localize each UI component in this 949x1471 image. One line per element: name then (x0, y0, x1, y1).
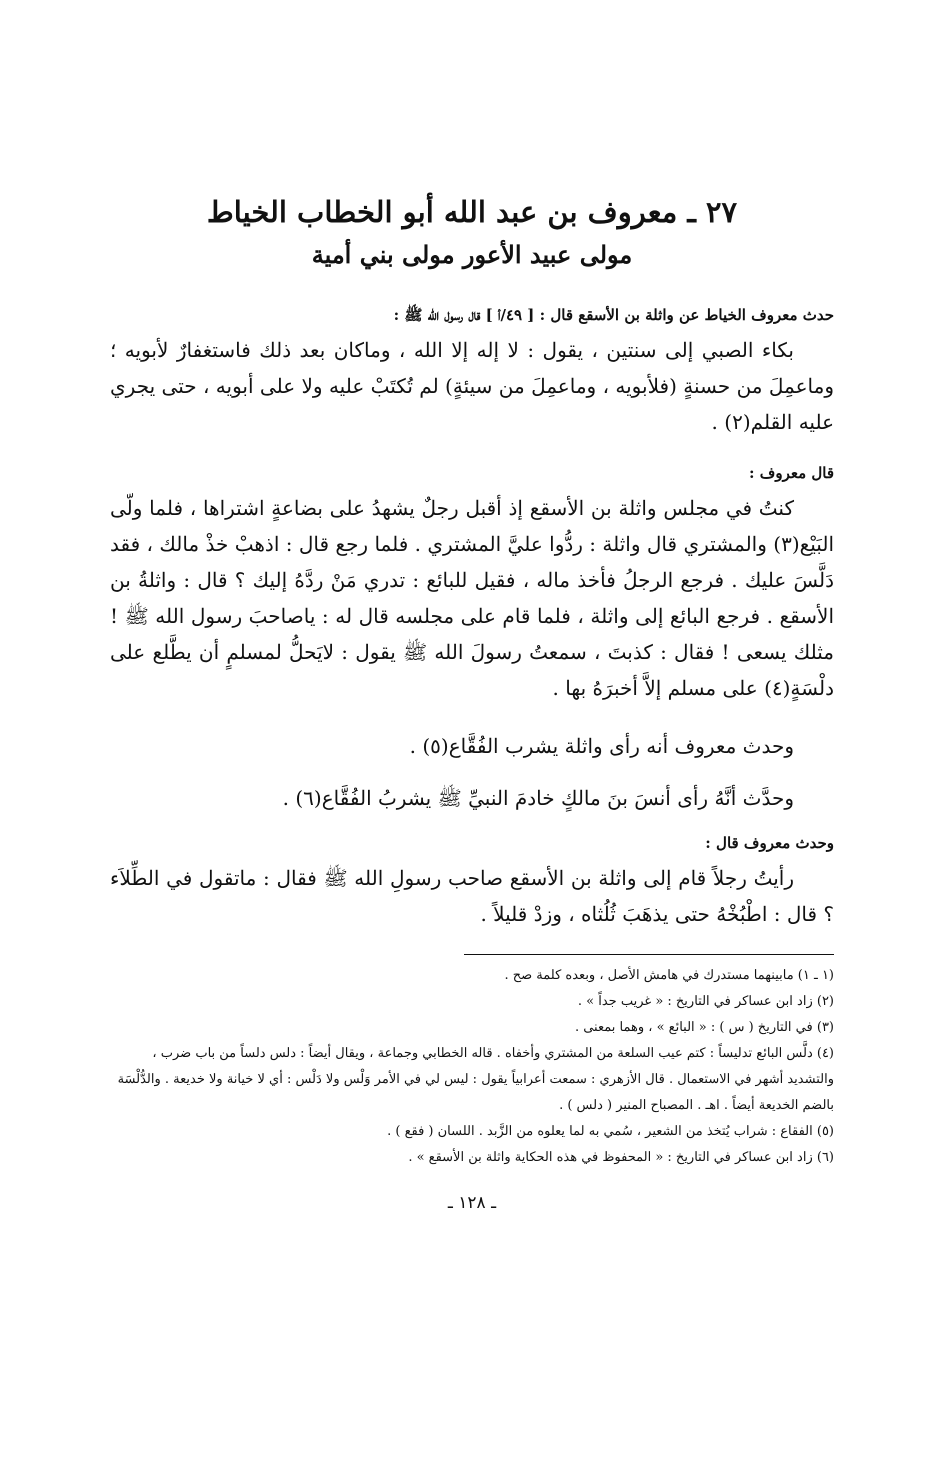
hadith-1: بكاء الصبي إلى سنتين ، يقول : لا إله إلا الله ، وماكان بعد ذلك فاستغفارٌ لأبويه ؛ وماعمِلَ من حسنةٍ (فلأبويه ، وماعمِلَ من سيئةٍ) لم تُكتَبْ عليه ولا على أبويه ، حتى يجري عليه القلم(٢) . (110, 338, 834, 434)
isnad-2: قال معروف : (749, 464, 834, 482)
footnote-5: (٥) الفقاع : شراب يُتخذ من الشعير ، سُمي به لما يعلوه من الزَّبد . اللسان ( فقع ) . (387, 1124, 834, 1139)
page-number: ـ ١٢٨ ـ (447, 1193, 497, 1213)
document-page (110, 190, 834, 1213)
footnote-6: (٦) زاد ابن عساكر في التاريخ : « المحفوظ في هذه الحكاية واثلة بن الأسقع » . (408, 1150, 834, 1165)
footnote-3: (٣) في التاريخ ( س ) : « البائع » ، وهما بمعنى . (574, 1020, 834, 1035)
narrative-3: رأيتُ رجلاً قام إلى واثلة بن الأسقع صاحب رسولِ الله ﷺ فقال : ماتقول في الطِّلاَء ؟ قال : اطْبُخْهُ حتى يذهَبَ ثُلُثاه ، وزدْ قليلاً . (110, 866, 834, 926)
entry-title: ٢٧ ـ معروف بن عبد الله أبو الخطاب الخياط (206, 195, 738, 229)
isnad-1: حدث معروف الخياط عن واثلة بن الأسقع قال : [ ٤٩/أ ] قال رسول الله ﷺ : (393, 306, 834, 324)
footnote-4: (٤) دلَّس البائع تدليساً : كتم عيب السلعة من المشتري وأخفاه . قاله الخطابي وجماعة ، ويقال أيضاً : دلس دلساً من باب ضرب ، والتشديد أشهر في الاستعمال . قال الأزهري : سمعت أعرابياً يقول : ليس لي في الأمر وَلْس ولا دَلْس : أي لا خيانة ولا خديعة . والدُّلْسَة بالضم الخديعة أيضاً . اهـ . المصباح المنير ( دلس ) . (117, 1046, 834, 1113)
footnote-divider (464, 954, 834, 955)
entry-subtitle: مولى عبيد الأعور مولى بني أمية (311, 240, 633, 269)
isnad-3: وحدث معروف قال : (705, 834, 834, 852)
footnote-1: (١ ـ ١) مابينهما مستدرك في هامش الأصل ، وبعده كلمة صح . (504, 968, 834, 983)
narrative-2: كنتُ في مجلس واثلة بن الأسقع إذ أقبل رجلٌ يشهدُ على بضاعةٍ اشتراها ، فلما ولّى البَيْع(٣) والمشتري قال واثلة : ردُّوا عليَّ المشتري . فلما رجع قال : اذهبْ خذْ مالك ، فقد دَلَّسَ عليك . فرجع الرجلُ فأخذ ماله ، فقيل للبائع : تدري مَنْ ردَّهُ إليك ؟ قال : واثلةُ بن الأسقع . فرجع البائع إلى واثلة ، فلما قام على مجلسه قال له : ياصاحبَ رسول الله ﷺ ! مثلك يسعى ! فقال : كذبتَ ، سمعتُ رسولَ الله ﷺ يقول : لايَحلُّ لمسلمٍ أن يطَّلع على دلْسَةٍ(٤) على مسلم إلاَّ أخبرَهُ بها . (110, 496, 834, 700)
report-line-2: وحدَّث أنَّهُ رأى أنسَ بنَ مالكٍ خادمَ النبيِّ ﷺ يشربُ الفُقَّاع(٦) . (282, 786, 794, 810)
footnotes (110, 963, 834, 1171)
footnote-2: (٢) زاد ابن عساكر في التاريخ : « غريب جداً » . (577, 994, 834, 1009)
report-line-1: وحدث معروف أنه رأى واثلة يشرب الفُقَّاع(٥) . (409, 734, 794, 758)
